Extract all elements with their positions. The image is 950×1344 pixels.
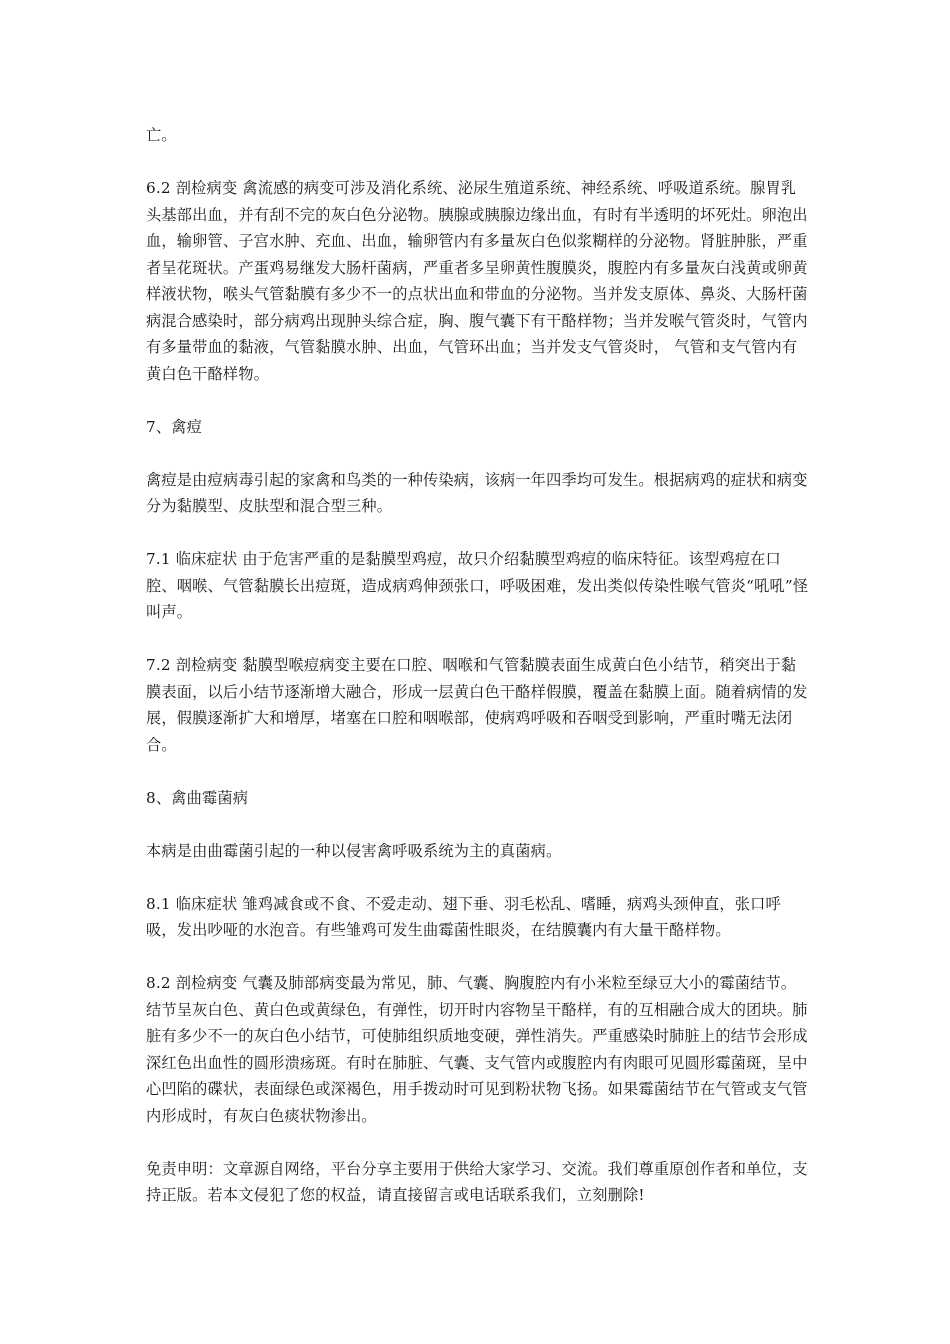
section-heading-8: 8、禽曲霉菌病 [146,788,249,807]
document-body [146,122,810,1235]
paragraph-7-intro: 禽痘是由痘病毒引起的家禽和鸟类的一种传染病，该病一年四季均可发生。根据病鸡的症状和病变分为黏膜型、皮肤型和混合型三种。 [146,470,808,515]
continuation-text: 亡。 [146,126,177,144]
paragraph-8-intro: 本病是由曲霉菌引起的一种以侵害禽呼吸系统为主的真菌病。 [146,841,562,860]
paragraph-8-1-clinical: 8.1 临床症状 雏鸡减食或不食、不爱走动、翅下垂、羽毛松乱、嗜睡，病鸡头颈伸直，张口呼吸，发出吵哑的水泡音。有些雏鸡可发生曲霉菌性眼炎，在结膜囊内有大量干酪样物。 [146,894,781,939]
section-heading-7: 7、禽痘 [146,417,203,436]
disclaimer-paragraph: 免责申明：文章源自网络，平台分享主要用于供给大家学习、交流。我们尊重原创作者和单位，支持正版。若本文侵犯了您的权益，请直接留言或电话联系我们，立刻删除! [146,1159,808,1204]
paragraph-7-1-clinical: 7.1 临床症状 由于危害严重的是黏膜型鸡痘，故只介绍黏膜型鸡痘的临床特征。该型鸡痘在口腔、咽喉、气管黏膜长出痘斑，造成病鸡伸颈张口，呼吸困难，发出类似传染性喉气管炎“吼吼”怪叫声。 [146,550,809,621]
paragraph-7-2-autopsy: 7.2 剖检病变 黏膜型喉痘病变主要在口腔、咽喉和气管黏膜表面生成黄白色小结节，稍突出于黏膜表面，以后小结节逐渐增大融合，形成一层黄白色干酪样假膜，覆盖在黏膜上面。随着病情的发展，假膜逐渐扩大和增厚，堵塞在口腔和咽喉部，使病鸡呼吸和吞咽受到影响，严重时嘴无法闭合。 [146,656,808,754]
paragraph-6-2-autopsy: 6.2 剖检病变 禽流感的病变可涉及消化系统、泌尿生殖道系统、神经系统、呼吸道系统。腺胃乳头基部出血，并有刮不完的灰白色分泌物。胰腺或胰腺边缘出血，有时有半透明的坏死灶。卵泡出血，输卵管、子宫水肿、充血、出血，输卵管内有多量灰白色似浆糊样的分泌物。肾脏肿胀，严重者呈花斑状。产蛋鸡易继发大肠杆菌病，严重者多呈卵黄性腹膜炎，腹腔内有多量灰白浅黄或卵黄样液状物，喉头气管黏膜有多少不一的点状出血和带血的分泌物。当并发支原体、鼻炎、大肠杆菌病混合感染时，部分病鸡出现肿头综合症，胸、腹气囊下有干酪样物；当并发喉气管炎时，气管内有多量带血的黏液，气管黏膜水肿、出血，气管环出血；当并发支气管炎时， 气管和支气管内有黄白色干酪样物。 [146,179,808,383]
paragraph-8-2-autopsy: 8.2 剖检病变 气囊及肺部病变最为常见，肺、气囊、胸腹腔内有小米粒至绿豆大小的霉菌结节。结节呈灰白色、黄白色或黄绿色，有弹性，切开时内容物呈干酪样，有的互相融合成大的团块。肺脏有多少不一的灰白色小结节，可使肺组织质地变硬，弹性消失。严重感染时肺脏上的结节会形成深红色出血性的圆形溃疡斑。有时在肺脏、气囊、支气管内或腹腔内有肉眼可见圆形霉菌斑，呈中心凹陷的碟状，表面绿色或深褐色，用手拨动时可见到粉状物飞扬。如果霉菌结节在气管或支气管内形成时，有灰白色痰状物渗出。 [146,974,808,1125]
